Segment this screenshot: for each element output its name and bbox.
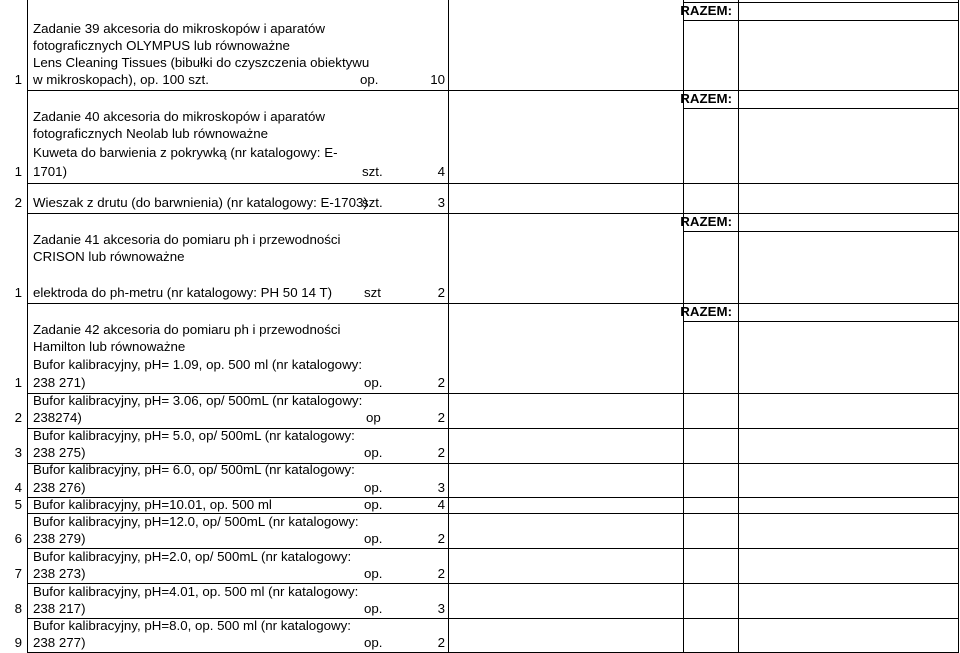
- item-description: elektroda do ph-metru (nr katalogowy: PH 50 14 T): [33, 285, 333, 300]
- grid-line: [738, 0, 739, 653]
- item-description: Bufor kalibracyjny, pH= 3.06, op/ 500mL (nr katalogowy:: [33, 393, 363, 408]
- grid-line: [27, 0, 28, 653]
- section-title: fotograficznych OLYMPUS lub równoważne: [33, 38, 290, 53]
- item-description: 238 271): [33, 375, 86, 390]
- item-description: 238 279): [33, 531, 86, 546]
- item-quantity: 2: [437, 410, 445, 425]
- item-description: 238 275): [33, 445, 86, 460]
- item-unit: op.: [364, 480, 383, 495]
- section-title: Zadanie 42 akcesoria do pomiaru ph i przewodności: [33, 322, 341, 337]
- item-unit: op: [366, 410, 381, 425]
- item-quantity: 2: [437, 285, 445, 300]
- item-quantity: 3: [437, 601, 445, 616]
- item-quantity: 3: [437, 480, 445, 495]
- grid-line: [27, 303, 959, 304]
- item-number: 8: [14, 601, 22, 616]
- item-description: w mikroskopach), op. 100 szt.: [33, 72, 209, 87]
- item-number: 1: [14, 375, 22, 390]
- section-title: Zadanie 40 akcesoria do mikroskopów i aparatów: [33, 109, 325, 124]
- item-quantity: 10: [430, 72, 445, 87]
- item-unit: op.: [364, 601, 383, 616]
- section-title: fotograficznych Neolab lub równoważne: [33, 126, 269, 141]
- item-number: 9: [14, 635, 22, 650]
- item-description: 1701): [33, 164, 68, 179]
- razem-label: RAZEM:: [680, 3, 732, 18]
- item-description: Bufor kalibracyjny, pH= 1.09, op. 500 ml (nr katalogowy:: [33, 357, 363, 372]
- section-title: Hamilton lub równoważne: [33, 339, 186, 354]
- razem-label: RAZEM:: [680, 214, 732, 229]
- item-number: 2: [14, 410, 22, 425]
- item-description: Wieszak z drutu (do barwnienia) (nr katalogowy: E-1703): [33, 195, 368, 210]
- item-number: 3: [14, 445, 22, 460]
- item-description: Bufor kalibracyjny, pH=8.0, op. 500 ml (nr katalogowy:: [33, 618, 351, 633]
- item-unit: szt: [364, 285, 381, 300]
- item-unit: szt.: [362, 195, 383, 210]
- item-quantity: 2: [437, 566, 445, 581]
- grid-line: [27, 183, 959, 184]
- section-title: CRISON lub równoważne: [33, 249, 185, 264]
- item-quantity: 2: [437, 635, 445, 650]
- grid-line: [683, 20, 959, 21]
- grid-line: [27, 213, 959, 214]
- item-description: Bufor kalibracyjny, pH=2.0, op/ 500mL (nr katalogowy:: [33, 549, 352, 564]
- section-title: Zadanie 39 akcesoria do mikroskopów i aparatów: [33, 21, 325, 36]
- item-number: 5: [14, 497, 22, 512]
- item-description: Bufor kalibracyjny, pH=10.01, op. 500 ml: [33, 497, 272, 512]
- item-description: Kuweta do barwienia z pokrywką (nr katalogowy: E-: [33, 145, 338, 160]
- razem-label: RAZEM:: [680, 304, 732, 319]
- grid-line: [27, 90, 959, 91]
- razem-label: RAZEM:: [680, 91, 732, 106]
- item-number: 6: [14, 531, 22, 546]
- grid-line: [958, 0, 959, 653]
- item-description: 238 217): [33, 601, 86, 616]
- item-unit: op.: [364, 635, 383, 650]
- item-unit: op.: [364, 531, 383, 546]
- item-unit: op.: [364, 566, 383, 581]
- item-unit: op.: [364, 497, 383, 512]
- item-quantity: 2: [437, 445, 445, 460]
- item-description: 238 277): [33, 635, 86, 650]
- item-description: 238 276): [33, 480, 86, 495]
- item-quantity: 2: [437, 375, 445, 390]
- item-number: 4: [14, 480, 22, 495]
- item-unit: op.: [364, 375, 383, 390]
- item-quantity: 2: [437, 531, 445, 546]
- item-quantity: 3: [437, 195, 445, 210]
- grid-line: [683, 321, 959, 322]
- item-description: Lens Cleaning Tissues (bibułki do czyszczenia obiektywu: [33, 55, 370, 70]
- item-quantity: 4: [437, 164, 445, 179]
- item-unit: szt.: [362, 164, 383, 179]
- item-description: 238 273): [33, 566, 86, 581]
- item-description: Bufor kalibracyjny, pH= 5.0, op/ 500mL (nr katalogowy:: [33, 428, 355, 443]
- item-number: 1: [14, 164, 22, 179]
- item-number: 7: [14, 566, 22, 581]
- item-description: Bufor kalibracyjny, pH=12.0, op/ 500mL (nr katalogowy:: [33, 514, 359, 529]
- item-number: 1: [14, 72, 22, 87]
- item-unit: op.: [364, 445, 383, 460]
- grid-line: [448, 0, 449, 653]
- item-description: 238274): [33, 410, 82, 425]
- item-unit: op.: [360, 72, 379, 87]
- item-description: Bufor kalibracyjny, pH= 6.0, op/ 500mL (nr katalogowy:: [33, 462, 355, 477]
- item-number: 1: [14, 285, 22, 300]
- grid-line: [683, 231, 959, 232]
- section-title: Zadanie 41 akcesoria do pomiaru ph i przewodności: [33, 232, 341, 247]
- item-number: 2: [14, 195, 22, 210]
- item-description: Bufor kalibracyjny, pH=4.01, op. 500 ml (nr katalogowy:: [33, 584, 359, 599]
- grid-line: [683, 108, 959, 109]
- item-quantity: 4: [437, 497, 445, 512]
